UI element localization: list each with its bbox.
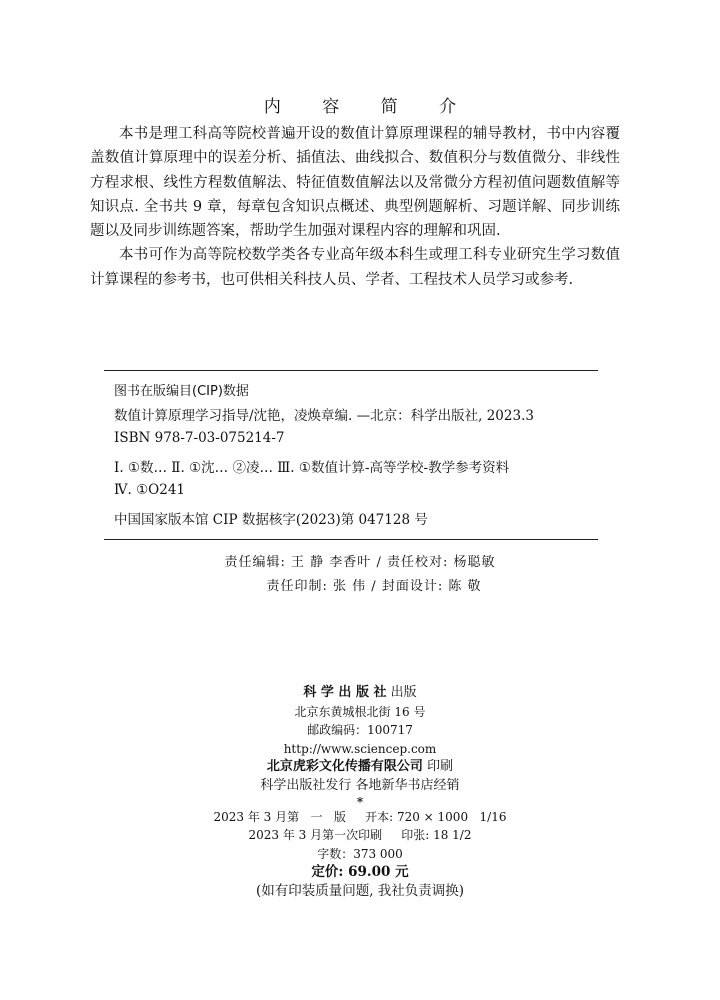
printer-suffix: 印刷 xyxy=(422,759,454,775)
printer-line xyxy=(0,758,720,777)
edition-line: 2023 年 3 月第 一 版 开本: 720 × 1000 1/16 xyxy=(213,809,507,824)
publisher-line xyxy=(0,684,720,703)
cip-record-number: 中国国家版本馆 CIP 数据核字(2023)第 047128 号 xyxy=(114,512,428,528)
intro-paragraph-1: 本书是理工科高等院校普遍开设的数值计算原理课程的辅导教材，书中内容覆盖数值计算原理中的误差分析、插值法、曲线拟合、数值积分与数值微分、非线性方程求根、线性方程数值解法、特征值数值解法以及常微分方程初值问题数值解等知识点. 全书共 9 章，每章包含知识点概述、典型例题解析、习题详解、同步训练题以及同步训练题答案，帮助学生加强对课程内容的理解和巩固. xyxy=(90,126,620,240)
cip-classification-1: Ⅰ. ①数… Ⅱ. ①沈… ②凌… Ⅲ. ①数值计算-高等学校-教学参考资料 xyxy=(114,460,510,476)
cip-heading: 图书在版编目(CIP)数据 xyxy=(114,384,249,399)
imprint-block xyxy=(0,684,720,901)
distribution-line: 科学出版社发行 各地新华书店经销 xyxy=(260,777,460,793)
publisher-address: 北京东黄城根北街 16 号 xyxy=(294,704,426,719)
staff-line-editors: 责任编辑: 王 静 李香叶 / 责任校对: 杨聪敏 xyxy=(224,555,496,570)
cip-classification-2: Ⅳ. ①O241 xyxy=(114,482,186,498)
introduction xyxy=(90,122,620,292)
cip-data-box xyxy=(104,370,598,540)
intro-paragraph-2: 本书可作为高等院校数学类各专业高年级本科生或理工科专业研究生学习数值计算课程的参考书，也可供相关科技人员、学者、工程技术人员学习或参考. xyxy=(90,247,620,288)
cip-bibliographic-line: 数值计算原理学习指导/沈艳，凌焕章编. —北京：科学出版社, 2023.3 xyxy=(114,408,534,424)
price: 定价: 69.00 元 xyxy=(311,864,409,881)
printing-line: 2023 年 3 月第一次印刷 印张: 18 1/2 xyxy=(248,828,472,843)
publisher-name: 科 学 出 版 社 xyxy=(303,685,387,700)
publisher-postcode: 邮政编码：100717 xyxy=(307,723,413,738)
printer-name: 北京虎彩文化传播有限公司 xyxy=(266,759,423,775)
publisher-suffix: 出版 xyxy=(386,685,417,700)
quality-note: (如有印装质量问题, 我社负责调换) xyxy=(255,882,465,899)
word-count: 字数：373 000 xyxy=(317,846,403,861)
separator-star: * xyxy=(356,794,364,809)
page-title: 内 容 简 介 xyxy=(263,97,475,117)
publisher-website: http://www.sciencep.com xyxy=(283,741,437,756)
staff-credits xyxy=(0,551,720,599)
cip-isbn: ISBN 978-7-03-075214-7 xyxy=(114,430,285,446)
staff-line-printing: 责任印制: 张 伟 / 封面设计: 陈 敬 xyxy=(266,579,482,594)
